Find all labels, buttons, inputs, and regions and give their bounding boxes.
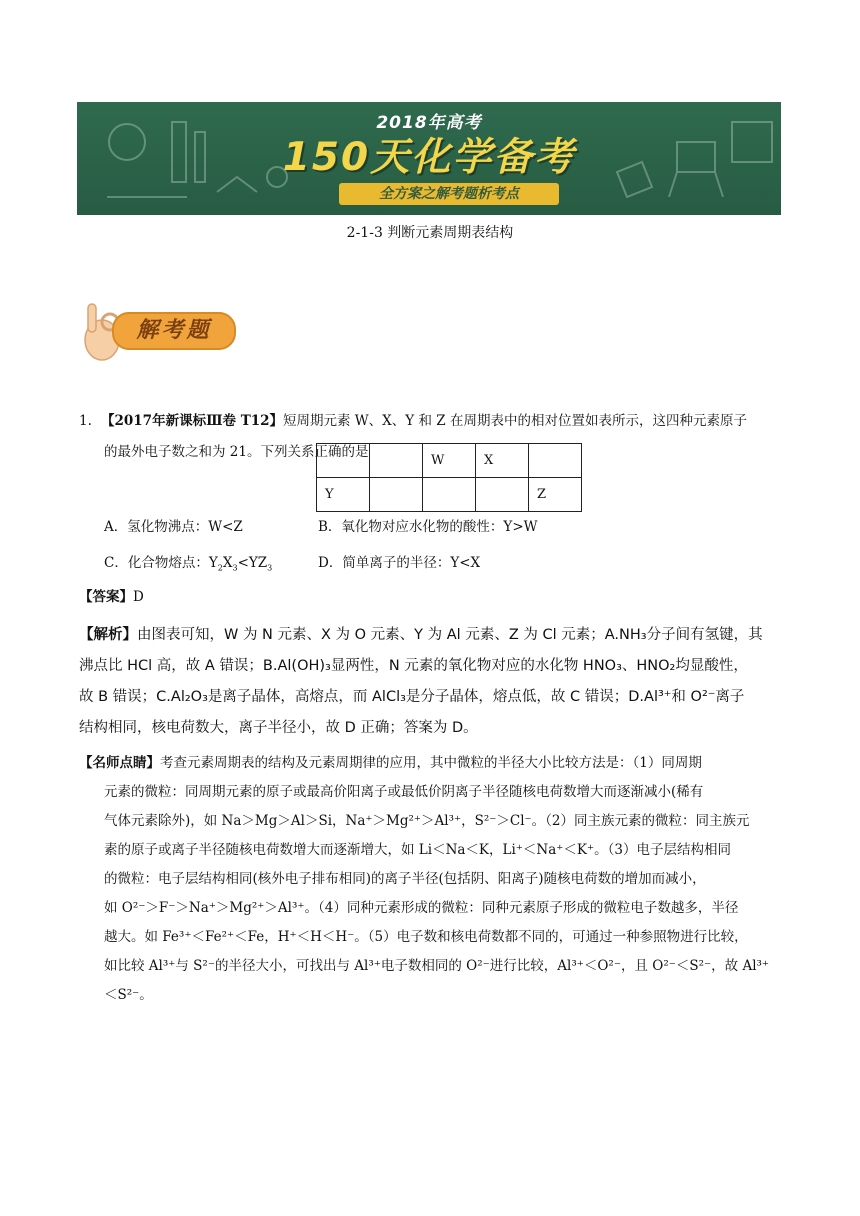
tips-line: 素的原子或离子半径随核电荷数增大而逐渐增大，如 Li＜Na＜K，Li⁺＜Na⁺＜K⁺。（3）电子层结构相同 [104, 842, 731, 858]
document-title: 2-1-3 判断元素周期表结构 [346, 225, 514, 241]
table-cell: W [423, 444, 476, 478]
banner-main-title: 150天化学备考 [282, 135, 576, 180]
question-number: 1. [79, 413, 92, 429]
tips-text: 考查元素周期表的结构及元素周期律的应用，其中微粒的半径大小比较方法是：（1）同周期 [160, 755, 702, 771]
banner-subtitle: 全方案之解考题析考点 [379, 186, 519, 202]
analysis-line: 结构相同，核电荷数大，离子半径小，故 D 正确；答案为 D。 [79, 720, 478, 736]
table-cell [370, 478, 423, 512]
section-badge [78, 296, 238, 366]
table-cell [317, 444, 370, 478]
answer-row [79, 583, 144, 612]
table-row [317, 444, 582, 478]
analysis-label: 【解析】 [79, 627, 137, 643]
tips-line [79, 749, 702, 778]
tips-line: 的微粒：电子层结构相同(核外电子排布相同)的离子半径(包括阴、阳离子)随核电荷数的增加而减小， [104, 871, 706, 887]
analysis-block [79, 620, 789, 744]
table-row [317, 478, 582, 512]
analysis-text: 由图表可知，W 为 N 元素、X 为 O 元素、Y 为 Al 元素、Z 为 Cl 元素；A.NH₃分子间有氢键，其 [137, 627, 763, 643]
answer-value: D [133, 589, 144, 605]
badge-label: 解考题 [136, 318, 212, 343]
table-cell: X [476, 444, 529, 478]
option-b: B．氧化物对应水化物的酸性：Y>W [318, 519, 538, 535]
option-a: A．氢化物沸点：W<Z [104, 519, 243, 535]
analysis-line: 故 B 错误；C.Al₂O₃是离子晶体，高熔点，而 AlCl₃是分子晶体，熔点低，故 C 错误；D.Al³⁺和 O²⁻离子 [79, 689, 745, 705]
table-cell [476, 478, 529, 512]
tips-line: 如 O²⁻＞F⁻＞Na⁺＞Mg²⁺＞Al³⁺。（4）同种元素形成的微粒：同种元素原子形成的微粒电子数越多，半径 [104, 900, 739, 916]
analysis-line: 沸点比 HCl 高，故 A 错误；B.Al(OH)₃显两性，N 元素的氧化物对应的水化物 HNO₃、HNO₂均显酸性， [79, 658, 748, 674]
tips-line: 气体元素除外)，如 Na＞Mg＞Al＞Si，Na⁺＞Mg²⁺＞Al³⁺，S²⁻＞Cl⁻。（2）同主族元素的微粒：同主族元 [104, 813, 750, 829]
table-cell [423, 478, 476, 512]
analysis-line [79, 620, 789, 651]
tips-line: ＜S²⁻。 [104, 987, 153, 1003]
question-stem-line1: 短周期元素 W、X、Y 和 Z 在周期表中的相对位置如表所示，这四种元素原子 [283, 413, 747, 429]
tips-line: 越大。如 Fe³⁺＜Fe²⁺＜Fe，H⁺＜H＜H⁻。（5）电子数和核电荷数都不同的，可通过一种参照物进行比较， [104, 929, 748, 945]
header-banner [77, 102, 781, 215]
option-d: D．简单离子的半径：Y<X [318, 555, 481, 571]
tips-line: 如比较 Al³⁺与 S²⁻的半径大小，可找出与 Al³⁺电子数相同的 O²⁻进行比较，Al³⁺＜O²⁻，且 O²⁻＜S²⁻，故 Al³⁺ [104, 958, 770, 974]
option-c-prefix: C．化合物熔点：Y [104, 555, 218, 571]
table-cell [370, 444, 423, 478]
question-stem-line2: 的最外电子数之和为 21。下列关系正确的是 [104, 444, 369, 460]
table-cell: Y [317, 478, 370, 512]
tips-line: 元素的微粒：同周期元素的原子或最高价阳离子或最低价阴离子半径随核电荷数增大而逐渐减小(稀有 [104, 784, 704, 800]
question-source: 【2017年新课标Ⅲ卷 T12】 [101, 413, 284, 429]
table-cell: Z [529, 478, 582, 512]
periodic-table-fragment [316, 443, 582, 512]
tips-label: 【名师点睛】 [79, 755, 160, 771]
banner-year: 2018年高考 [376, 113, 482, 133]
table-cell [529, 444, 582, 478]
answer-label: 【答案】 [79, 589, 133, 605]
option-c: C．化合物熔点：$Y_2X_3<YZ_3$ [104, 555, 273, 573]
option-c-suffix: <YZ [237, 555, 268, 571]
